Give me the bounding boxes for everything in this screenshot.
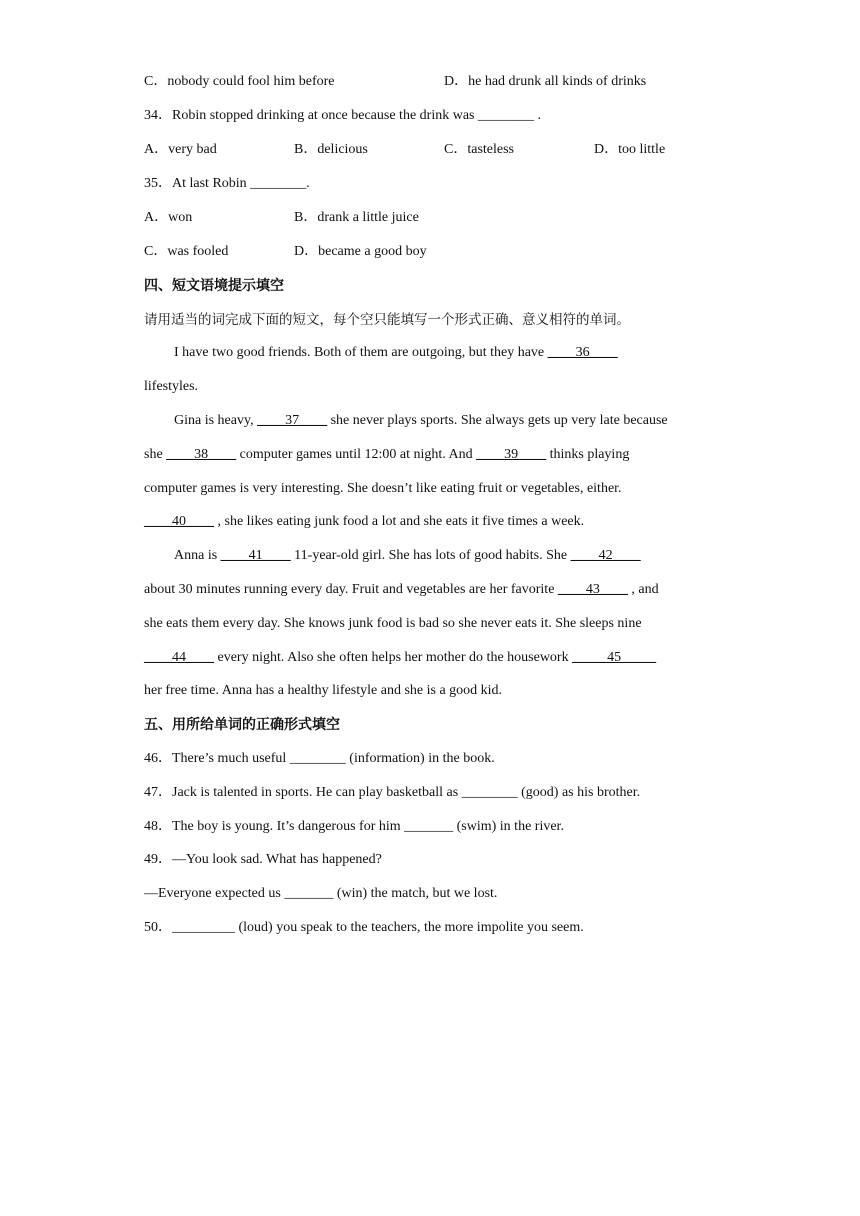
q47: 47．Jack is talented in sports. He can play basketball as ________ (good) as his brother. xyxy=(144,785,641,800)
passage-text: I have two good friends. Both of them are outgoing, but they have xyxy=(174,345,548,360)
q35-option-c: C．was fooled xyxy=(144,244,229,259)
q49-response: —Everyone expected us _______ (win) the match, but we lost. xyxy=(144,886,498,901)
passage-text: computer games until 12:00 at night. And xyxy=(236,447,477,462)
blank-39: ____39____ xyxy=(476,447,547,462)
passage-text: she never plays sports. She always gets up very late because xyxy=(327,413,668,428)
q35-option-b: B．drank a little juice xyxy=(294,210,419,225)
passage-text: every night. Also she often helps her mother do the housework xyxy=(214,650,573,665)
q34-option-d: D．too little xyxy=(594,142,666,157)
passage-text: thinks playing xyxy=(546,447,630,462)
q46: 46．There’s much useful ________ (information) in the book. xyxy=(144,751,495,766)
q48: 48．The boy is young. It’s dangerous for him _______ (swim) in the river. xyxy=(144,819,564,834)
passage-text: 11-year-old girl. She has lots of good habits. She xyxy=(290,548,571,563)
passage-line: she eats them every day. She knows junk food is bad so she never eats it. She sleeps nine xyxy=(144,616,642,631)
passage-text: , and xyxy=(627,582,659,597)
passage-text: she xyxy=(144,447,167,462)
passage-line xyxy=(144,512,584,532)
blank-37: ____37____ xyxy=(257,413,328,428)
passage-line: her free time. Anna has a healthy lifestyle and she is a good kid. xyxy=(144,683,503,698)
q34-option-c: C．tasteless xyxy=(444,142,514,157)
passage-text: Anna is xyxy=(174,548,221,563)
blank-41: ____41____ xyxy=(220,548,291,563)
passage-line xyxy=(174,411,668,431)
blank-40: ____40____ xyxy=(144,514,214,529)
blank-44: ____44____ xyxy=(144,650,214,665)
passage-text: about 30 minutes running every day. Fruit and vegetables are her favorite xyxy=(144,582,558,597)
blank-45: _____45_____ xyxy=(572,650,657,665)
passage-line: lifestyles. xyxy=(144,379,199,394)
q49-prompt: 49．—You look sad. What has happened? xyxy=(144,852,382,867)
passage-line xyxy=(144,445,629,465)
q35-option-d: D．became a good boy xyxy=(294,244,427,259)
passage-line xyxy=(174,546,641,566)
q34-option-a: A．very bad xyxy=(144,142,217,157)
passage-line xyxy=(144,580,659,600)
passage-line xyxy=(144,648,656,668)
passage-text: , she likes eating junk food a lot and she eats it five times a week. xyxy=(214,514,585,529)
blank-43: ____43____ xyxy=(557,582,628,597)
section-4-title: 四、短文语境提示填空 xyxy=(144,278,284,294)
q33-option-d: D．he had drunk all kinds of drinks xyxy=(444,74,647,89)
q35-option-a: A．won xyxy=(144,210,193,225)
q33-option-c: C．nobody could fool him before xyxy=(144,74,335,89)
q35-stem: 35．At last Robin ________. xyxy=(144,176,310,191)
section-5-title: 五、用所给单词的正确形式填空 xyxy=(144,717,340,733)
passage-line xyxy=(174,343,618,363)
q34-option-b: B．delicious xyxy=(294,142,368,157)
passage-text: Gina is heavy, xyxy=(174,413,258,428)
section-4-instruction: 请用适当的词完成下面的短文，每个空只能填写一个形式正确、意义相符的单词。 xyxy=(144,312,630,328)
q34-stem: 34．Robin stopped drinking at once because the drink was ________ . xyxy=(144,108,541,123)
passage-line: computer games is very interesting. She doesn’t like eating fruit or vegetables, either. xyxy=(144,481,622,496)
q50: 50．_________ (loud) you speak to the teachers, the more impolite you seem. xyxy=(144,920,584,935)
blank-38: ____38____ xyxy=(166,447,237,462)
blank-36: ____36____ xyxy=(547,345,618,360)
blank-42: ____42____ xyxy=(570,548,641,563)
